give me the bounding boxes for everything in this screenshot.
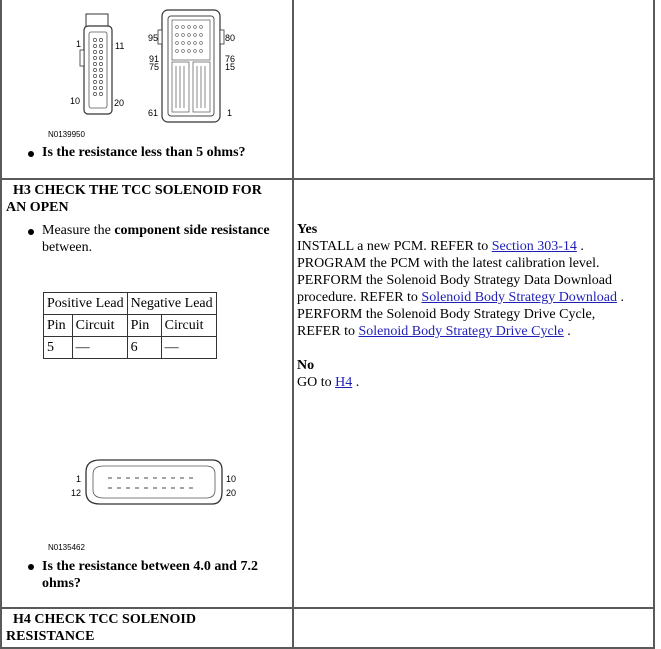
section-303-14-link[interactable]: Section 303-14 [491, 239, 577, 254]
pin-label-91: 91 [149, 54, 160, 64]
step-h3-title [6, 182, 262, 216]
pin-label-10: 10 [226, 474, 237, 484]
bullet [28, 564, 34, 570]
yes-step-2: PROGRAM the PCM with the latest calibration level. [297, 256, 600, 271]
yes-step-3: PERFORM the Solenoid Body Strategy Data Download [297, 273, 612, 288]
row-divider-1 [0, 178, 655, 180]
punct: . [563, 324, 571, 339]
column-divider [292, 0, 294, 649]
connector-20-pin-drawing [80, 14, 112, 114]
subheader-pin: Pin [127, 315, 161, 337]
pin-label-12: 12 [71, 488, 82, 498]
pin-label-15: 15 [225, 62, 236, 72]
yes-label: Yes [297, 222, 318, 237]
pin-table [43, 292, 217, 359]
instruction-post: between. [42, 240, 93, 255]
tcc-solenoid-connector-diagram [0, 440, 292, 560]
connector-large-drawing [158, 10, 224, 122]
pin-label-80: 80 [225, 33, 236, 43]
no-step [297, 374, 651, 391]
spacer [297, 340, 651, 357]
step-h4-title-line1: H4 CHECK TCC SOLENOID [13, 612, 196, 627]
step-h3-title-line1: H3 CHECK THE TCC SOLENOID FOR [13, 183, 262, 198]
no-label: No [297, 358, 315, 373]
pin-label-1: 1 [76, 474, 82, 484]
instruction-bold: component side resistance [114, 223, 270, 238]
pin-label-1: 1 [76, 39, 82, 49]
table-right-border [653, 0, 655, 649]
h3-result-panel [297, 221, 651, 391]
row-divider-2 [0, 607, 655, 609]
pin-label-11: 11 [115, 41, 125, 51]
pin-label-95: 95 [148, 33, 159, 43]
pin-label-10: 10 [70, 96, 81, 106]
cell-pin: 6 [127, 337, 161, 359]
question-line2: ohms? [42, 576, 81, 591]
punct: . [352, 375, 360, 390]
instruction-pre: Measure the [42, 223, 115, 238]
subheader-pin: Pin [44, 315, 73, 337]
cell-circuit: — [72, 337, 127, 359]
pin-label-75: 75 [149, 62, 160, 72]
subheader-circuit: Circuit [72, 315, 127, 337]
header-positive-lead: Positive Lead [44, 293, 128, 315]
step-h4-title-line2: RESISTANCE [6, 629, 95, 644]
yes-step-4 [297, 289, 651, 306]
no-step-text: GO to [297, 375, 336, 390]
punct: . [617, 290, 625, 305]
pin-label-20: 20 [226, 488, 237, 498]
solenoid-body-strategy-download-link[interactable]: Solenoid Body Strategy Download [421, 290, 618, 305]
yes-step-4-text: procedure. REFER to [297, 290, 422, 305]
connector-20-pin-horizontal-drawing [86, 460, 222, 504]
pin-label-61: 61 [148, 108, 159, 118]
yes-step-5: PERFORM the Solenoid Body Strategy Drive Cycle, [297, 307, 596, 322]
question-line1: Is the resistance between 4.0 and 7.2 [42, 559, 258, 574]
cell-pin: 5 [44, 337, 73, 359]
pin-label-20: 20 [114, 98, 125, 108]
measure-instruction [42, 222, 270, 256]
yes-step-6 [297, 323, 651, 340]
yes-step-1 [297, 238, 651, 255]
figure-id: N0135462 [48, 543, 85, 552]
solenoid-body-strategy-drive-cycle-link[interactable]: Solenoid Body Strategy Drive Cycle [358, 324, 564, 339]
header-negative-lead: Negative Lead [127, 293, 216, 315]
figure-id: N0139950 [48, 130, 85, 139]
question-text [42, 558, 258, 592]
subheader-circuit: Circuit [161, 315, 216, 337]
bullet [28, 151, 34, 157]
bullet [28, 229, 34, 235]
step-h3-title-line2: AN OPEN [6, 200, 69, 215]
cell-circuit: — [161, 337, 216, 359]
question-text: Is the resistance less than 5 ohms? [42, 145, 246, 160]
step-h4-title [6, 611, 196, 645]
yes-step-1-text: INSTALL a new PCM. REFER to [297, 239, 492, 254]
h4-link[interactable]: H4 [335, 375, 353, 390]
punct: . [576, 239, 584, 254]
yes-step-6-text: REFER to [297, 324, 359, 339]
pin-label-1b: 1 [227, 108, 233, 118]
pin-label-76: 76 [225, 54, 236, 64]
